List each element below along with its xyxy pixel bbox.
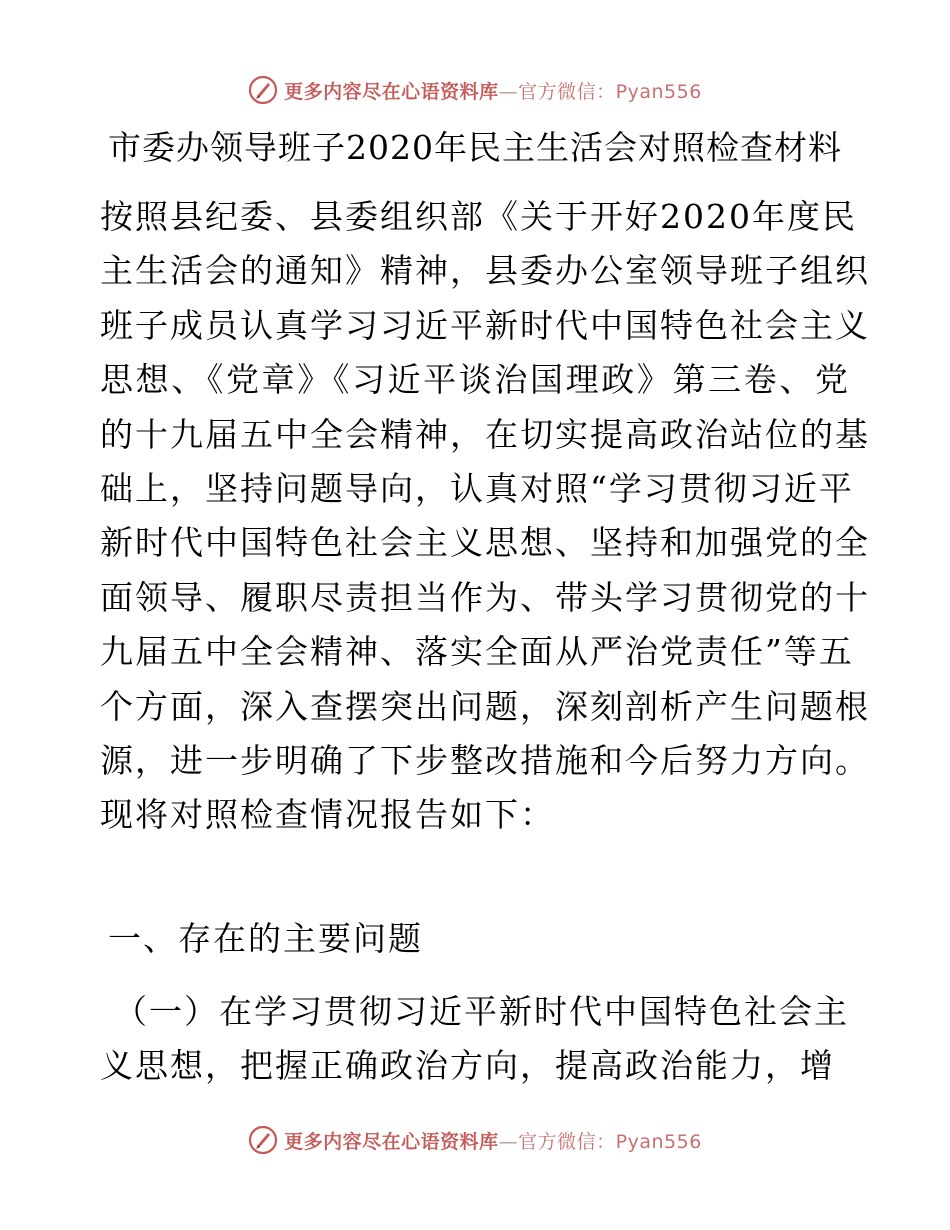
text-line: 面领导、履职尽责担当作为、带头学习贯彻党的十 <box>100 577 870 617</box>
text-line: 的十九届五中全会精神，在切实提高政治站位的基 <box>100 414 870 454</box>
watermark-wechat: 官方微信：Pyan556 <box>518 1130 702 1153</box>
watermark-wechat: 官方微信：Pyan556 <box>518 80 702 103</box>
text-line: 现将对照检查情况报告如下： <box>100 795 555 835</box>
watermark-separator: — <box>498 80 519 103</box>
quill-logo-icon <box>248 1125 278 1155</box>
watermark-main: 更多内容尽在心语资料库 <box>284 80 499 103</box>
text-line: （一）在学习贯彻习近平新时代中国特色社会主 <box>114 992 849 1031</box>
footer-watermark <box>0 1122 950 1158</box>
watermark-separator: — <box>498 1130 519 1153</box>
text-line: 源，进一步明确了下步整改措施和今后努力方向。 <box>100 740 870 780</box>
quill-logo-icon <box>248 75 278 105</box>
intro-paragraph <box>100 190 870 843</box>
watermark-main: 更多内容尽在心语资料库 <box>284 1130 499 1153</box>
text-line: 班子成员认真学习习近平新时代中国特色社会主义 <box>100 305 870 345</box>
text-line: 思想、《党章》《习近平谈治国理政》第三卷、党 <box>100 360 850 400</box>
header-watermark <box>0 72 950 108</box>
watermark-text <box>284 1127 702 1154</box>
document-title: 市委办领导班子2020年民主生活会对照检查材料 <box>108 128 842 167</box>
text-line: 按照县纪委、县委组织部《关于开好2020年度民 <box>100 197 857 236</box>
section-heading-1: 一、存在的主要问题 <box>108 919 423 958</box>
text-line: 九届五中全会精神、落实全面从严治党责任”等五 <box>100 632 854 672</box>
text-line: 主生活会的通知》精神，县委办公室领导班子组织 <box>100 251 870 291</box>
text-line: 个方面，深入查摆突出问题，深刻剖析产生问题根 <box>100 686 870 726</box>
subsection-paragraph-1 <box>100 985 850 1093</box>
text-line: 新时代中国特色社会主义思想、坚持和加强党的全 <box>100 523 870 563</box>
text-line: 义思想，把握正确政治方向，提高政治能力，增 <box>100 1046 835 1085</box>
text-line: 础上，坚持问题导向，认真对照“学习贯彻习近平 <box>100 468 854 508</box>
watermark-text <box>284 77 702 104</box>
